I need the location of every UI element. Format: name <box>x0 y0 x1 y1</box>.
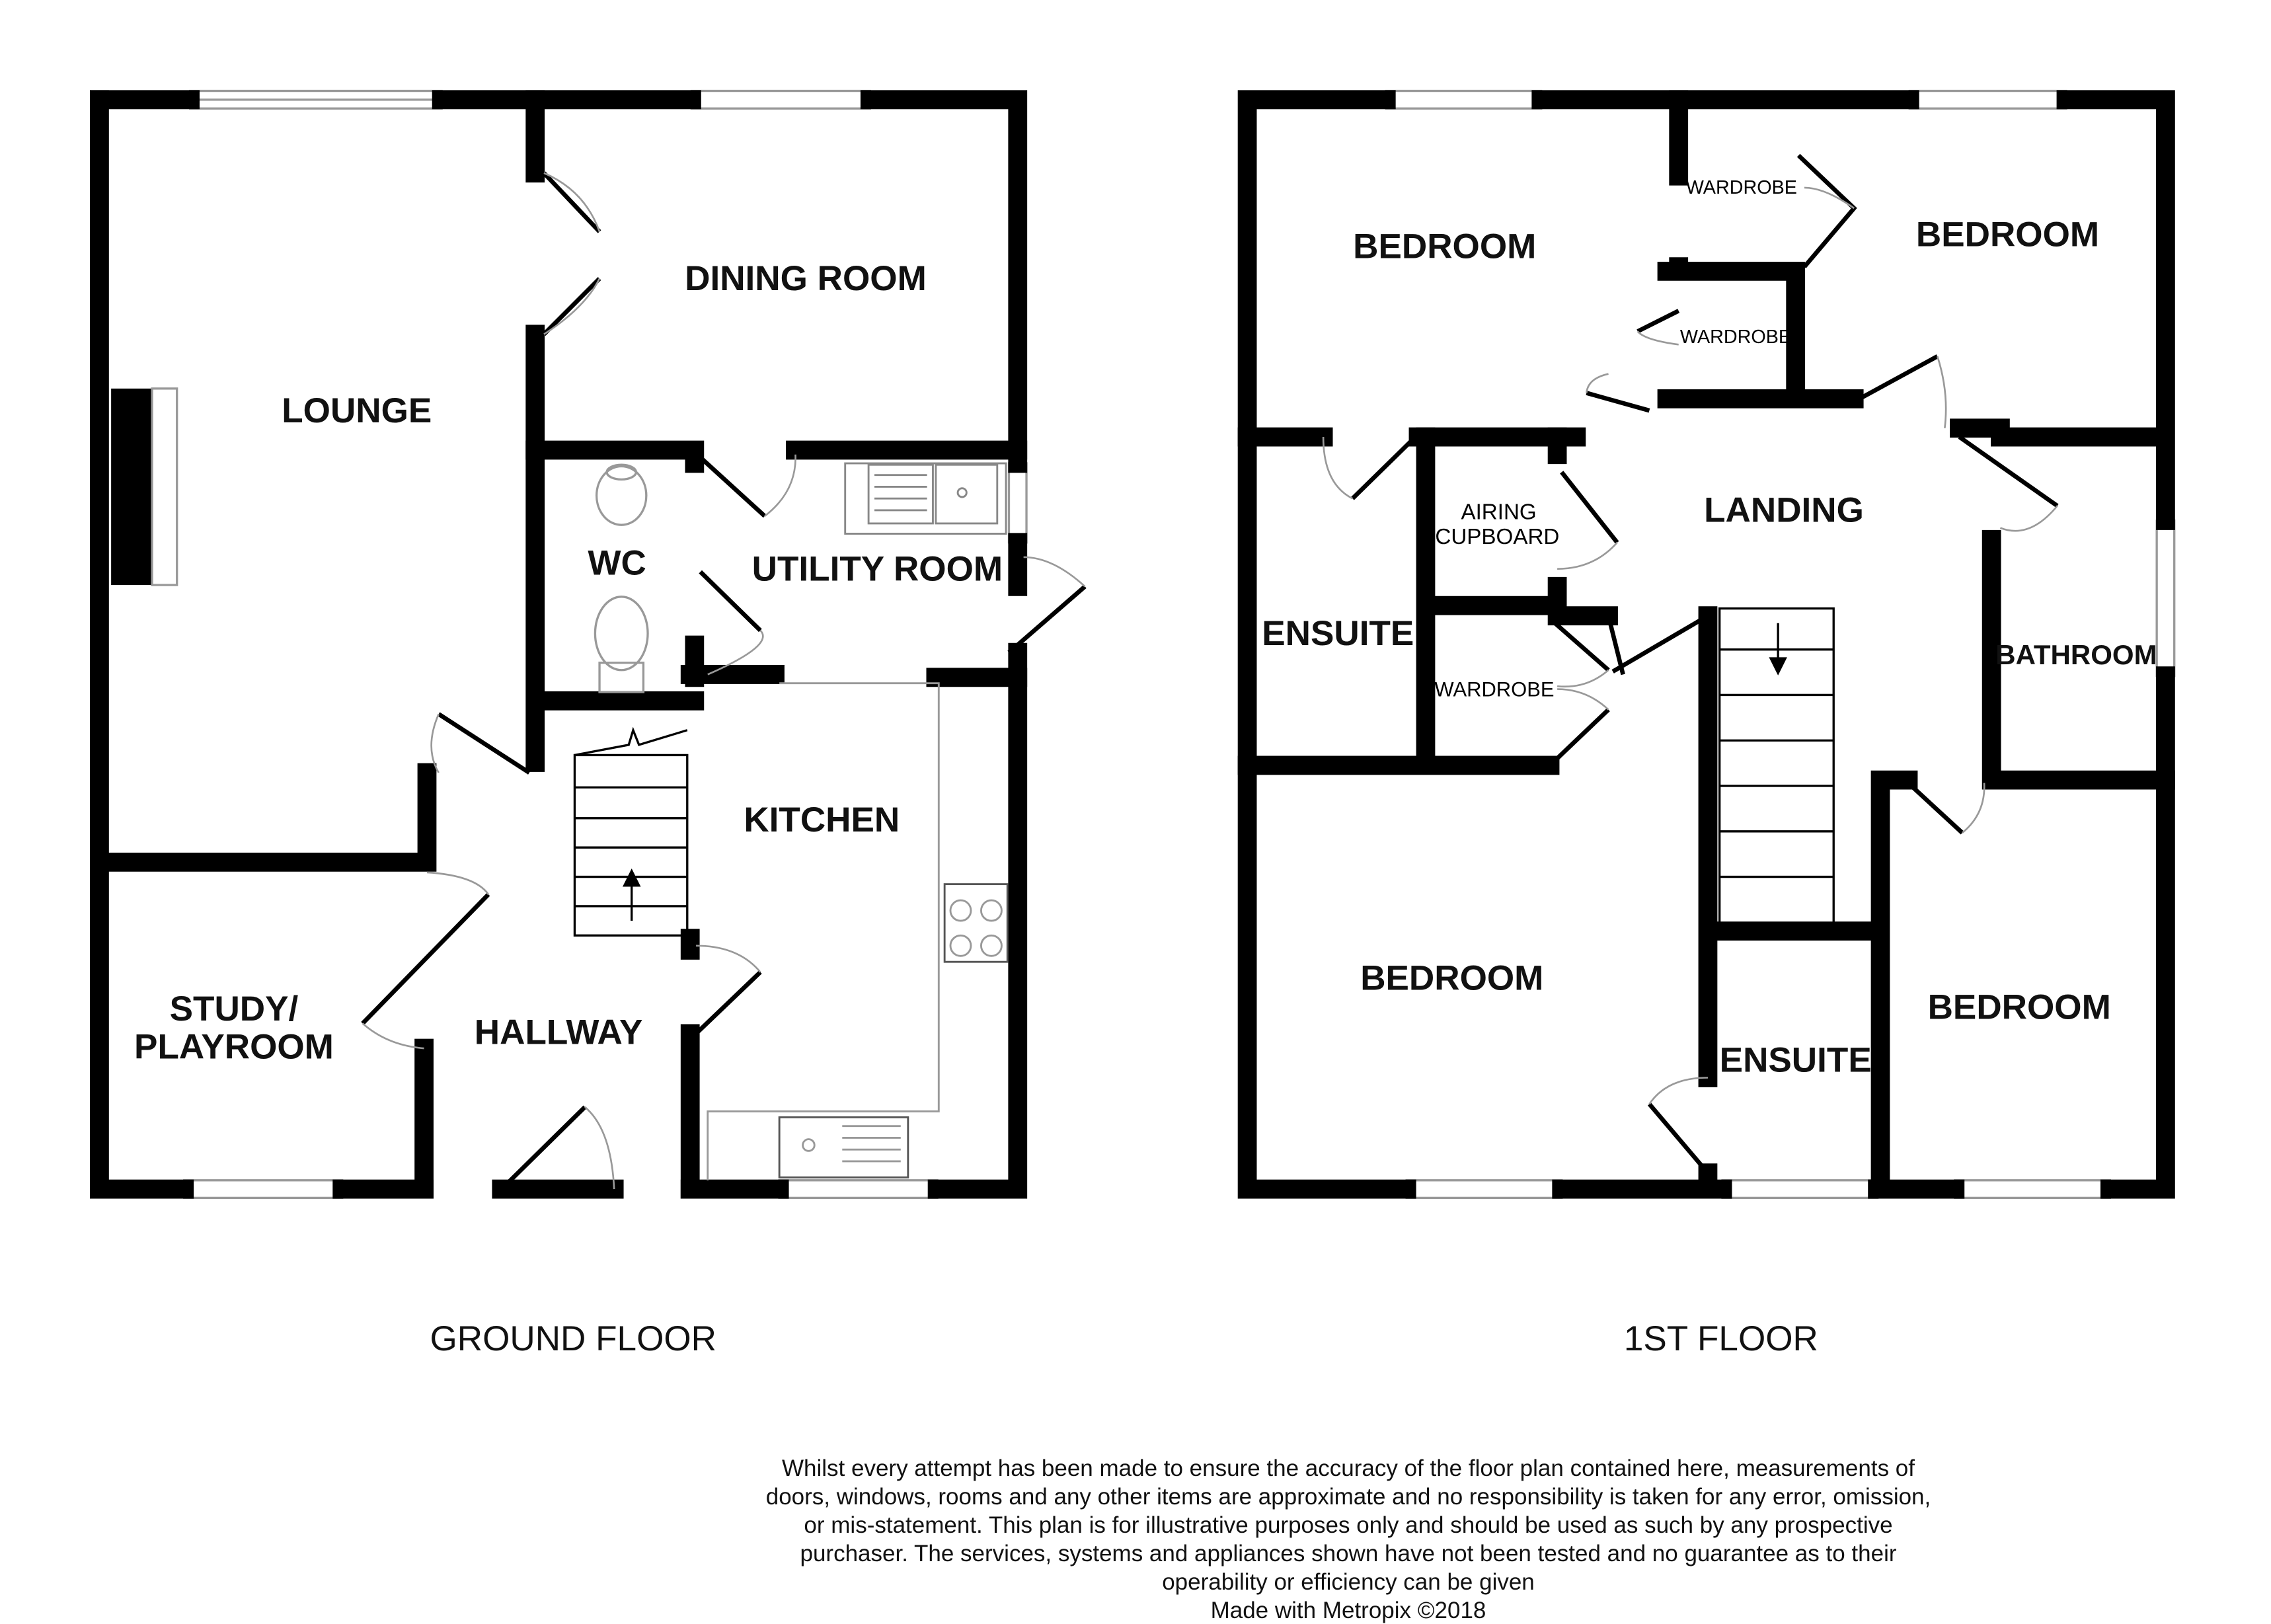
disclaimer-text: Whilst every attempt has been made to ensure the accuracy of the floor plan contained here, measurements of doors, windows, rooms and any other items are approximate and no responsibility is taken for any error, omission, or mis-statement. This plan is for illustrative purposes only and should be used as such by any prospective purchaser. The services, systems and appliances shown have not been tested and no guarantee as to their operability or efficiency can be given <box>765 1455 1931 1595</box>
room-label-kitchen: KITCHEN <box>744 800 900 839</box>
room-label-lounge: LOUNGE <box>282 391 432 430</box>
first-stairs <box>1720 609 1834 927</box>
room-label-utility-room: UTILITY ROOM <box>751 549 1003 589</box>
room-label-wc: WC <box>588 543 646 583</box>
room-label-bedroom-ne: BEDROOM <box>1915 215 2100 254</box>
room-label-ensuite-s: ENSUITE <box>1719 1040 1872 1080</box>
fireplace <box>111 389 177 585</box>
room-label-ensuite-w: ENSUITE <box>1262 613 1414 654</box>
room-label-study-line1: STUDY/ <box>169 989 299 1028</box>
room-label-bedroom-nw: BEDROOM <box>1353 227 1537 266</box>
room-label-bathroom: BATHROOM <box>1995 638 2157 670</box>
room-label-study-line2: PLAYROOM <box>134 1027 334 1067</box>
room-label-hallway: HALLWAY <box>474 1013 643 1052</box>
room-label-bedroom-sw: BEDROOM <box>1360 958 1544 998</box>
first-floor-title: 1ST FLOOR <box>1623 1319 1818 1359</box>
room-label-airing-line2: CUPBOARD <box>1435 524 1560 550</box>
ground-floor-plan <box>99 91 1085 1359</box>
room-label-wardrobe-1: WARDROBE <box>1685 176 1797 198</box>
room-label-wardrobe-2: WARDROBE <box>1679 327 1792 348</box>
room-label-bedroom-se: BEDROOM <box>1927 987 2111 1027</box>
metropix-credit: Made with Metropix ©2018 <box>1210 1598 1486 1623</box>
kitchen-fittings <box>708 683 1008 1180</box>
ground-stairs <box>574 730 687 936</box>
room-label-landing: LANDING <box>1704 490 1864 530</box>
room-label-wardrobe-3: WARDROBE <box>1434 677 1555 701</box>
utility-sink <box>845 463 1006 533</box>
room-label-dining-room: DINING ROOM <box>685 259 927 299</box>
first-floor-plan <box>1247 91 2175 1359</box>
ground-floor-title: GROUND FLOOR <box>430 1319 716 1359</box>
room-label-airing-line1: AIRING <box>1461 500 1537 525</box>
